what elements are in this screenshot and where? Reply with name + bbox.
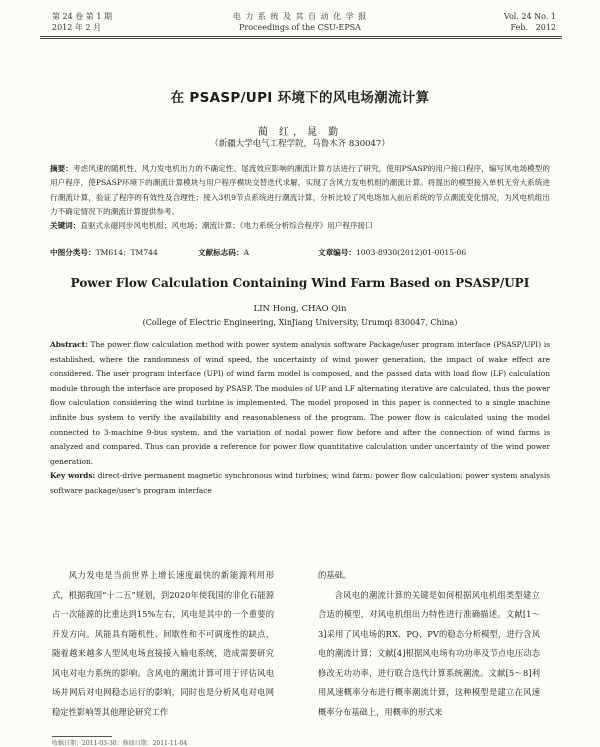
- en-abstract-label: Abstract:: [50, 340, 88, 349]
- article-label: 文章编号：: [318, 248, 356, 257]
- body-left-column: 风力发电是当前世界上增长速度最快的新能源利用形式，根据我国“十二五”规划，到2020年使我国的非化石能源占一次能源的比重达到15%左右，风电是其中的一个重要的开发方向。风能具有随机性、间歇性和不可调度性的缺点，随着越来越多人型风电场直接接入输电系统，造成需要研究风电对电力系统的影响。含风电的潮流计算可用于评估风电场并网后对电网稳态运行的影响，同时也是分析风电对电网稳定性影响等其他理论研究工作: [52, 570, 274, 717]
- body-right-lead: 的基础。: [318, 570, 352, 580]
- en-abstract: [50, 338, 550, 499]
- header-volume: 第 24 卷 第 1 期: [52, 12, 112, 21]
- cn-keywords-label: 关键词：: [50, 221, 81, 231]
- cn-article-no: [318, 248, 466, 258]
- en-keywords-text: direct-drive permanent magnetic synchronous wind turbines; wind farm; power flow calculation; power system analysis software package/user's program interface: [50, 471, 550, 495]
- header-rule-double: [40, 38, 562, 39]
- en-affiliation: (College of Electric Engineering, XinJiang University, Urumqi 830047, China): [142, 318, 458, 327]
- footnote-rule: [52, 736, 112, 737]
- body-right-paragraph: 含风电的潮流计算的关键是如何根据风电机组类型建立合适的模型，对风电机组出力特性进行准确描述。文献[1～3]采用了风电场的RX、PQ、PV的稳态分析模型，进行含风电的潮流计算；文献[4]根据风电场有功功率及节点电压动态修改无功功率，进行联合迭代计算系统潮流。文献[5～8]利用风速概率分布进行概率潮流计算，这种模型是建立在风速概率分布基础上，用概率的形式来: [318, 589, 540, 717]
- header-volume-en: Vol. 24 No. 1: [503, 12, 556, 21]
- cn-authors: 蔺 红，晁 勤: [257, 127, 343, 138]
- cn-clc: [50, 248, 158, 258]
- en-authors: LIN Hong, CHAO Qin: [253, 304, 347, 314]
- en-keywords-label: Key words:: [50, 471, 96, 481]
- cn-abstract-text: 考虑风速的随机性、风力发电机出力的不确定性、尾流效应影响的潮流计算方法进行了研究，使用PSASP的用户接口程序，编写风电场模型的用户程序，使PSASP环境下的潮流计算模块与用户程序模块交替迭代求解，实现了含风力发电机组的潮流计算。将提出的模型接入单机无穷大系统进行潮流计算，验证了程序的有效性及合理性；接入3机9节点系统进行潮流计算，分析比较了风电场加入前后系统的节点潮流变化情况，为风电机组出力不确定情况下的潮流计算提供参考。: [50, 164, 550, 216]
- cn-keywords-text: 直驱式永磁同步风电机组；风电场；潮流计算；《电力系统分析综合程序》用户程序接口: [80, 221, 373, 231]
- en-title: Power Flow Calculation Containing Wind Farm Based on PSASP/UPI: [70, 276, 530, 290]
- body-right-column: [318, 566, 540, 722]
- en-abstract-text: The power flow calculation method with power system analysis software Package/user program interface (PSASP/UPI) is established, where the randomness of wind speed, the uncertainty of wind power generation, the impact of wake effect are considered. The user program interface (UPI) of wind farm model is composed, and the passed data with load flow (LF) calculation module through the interface are proposed by PSASP. The modules of UP and LF alternating iterative are calculated, thus the power flow calculation considering the wind turbine is implemented. The model proposed in this paper is connected to a single machine infinite bus system to verify the availability and reasonableness of the program. The power flow is calculated using the model connected to 3-machine 9-bus system, and the variation of nodal power flow before and after the connection of wind farms is analyzed and compared. Thus can provide a reference for power flow quantitative calculation under uncertainty of the wind power generation.: [50, 340, 550, 466]
- cn-affiliation: （新疆大学电气工程学院，乌鲁木齐 830047）: [210, 139, 390, 149]
- cn-abstract: [50, 162, 550, 233]
- article-value: 1003-8930(2012)01-0015-06: [355, 248, 467, 257]
- cn-abstract-label: 摘要：: [50, 164, 73, 173]
- header-rule: [40, 36, 562, 37]
- clc-label: 中图分类号：: [50, 248, 96, 257]
- header-journal-cn: 电 力 系 统 及 其 自 动 化 学 报: [232, 12, 368, 21]
- cn-doc-code: [198, 248, 249, 258]
- header-date: 2012 年 2 月: [52, 23, 102, 32]
- clc-value: TM614；TM744: [95, 248, 158, 257]
- cn-title: 在 PSASP/UPI 环境下的风电场潮流计算: [170, 90, 430, 106]
- doc-value: A: [243, 248, 250, 257]
- header-date-en: Feb. 2012: [510, 23, 556, 32]
- header-journal-en: Proceedings of the CSU-EPSA: [239, 23, 361, 32]
- footnote: 收稿日期：2011-03-30；修回日期：2011-11-04: [52, 740, 188, 747]
- doc-label: 文献标志码：: [198, 248, 244, 257]
